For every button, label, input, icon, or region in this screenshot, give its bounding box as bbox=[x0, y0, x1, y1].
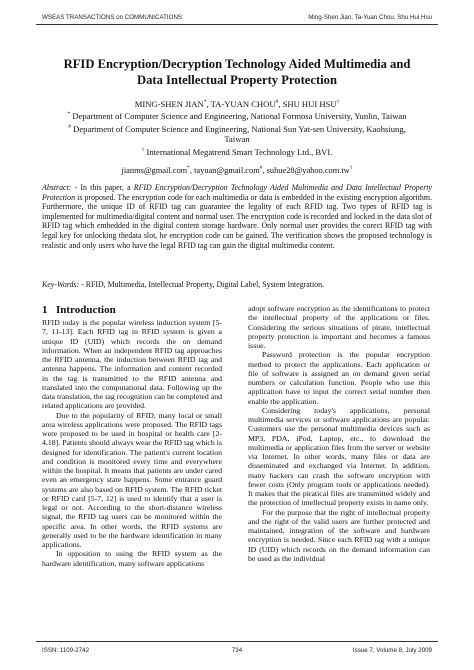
keywords-label: Key-Words: - bbox=[42, 280, 86, 289]
author-3-mark: † bbox=[336, 99, 340, 105]
intro-paragraph-1: RFID today is the popular wireless induction system [5-7, 11-13]. Each RFID tag in RFID system is given a unique ID (UID) which records the on demand information. When an independent RFID tag approaches the RFID antenna, the induction between RFID tag and antenna happens. The information and content recorded in the tag is transmitted to the RFID antenna and translated into the computational data. Following up the data translation, the tag recognition can be completed and related applications are provided. bbox=[42, 318, 222, 411]
abstract bbox=[42, 183, 432, 250]
author-2-mark: # bbox=[275, 99, 279, 105]
right-paragraph-1: adopt software encryption as the identifications to protect the intellectual property of the applications or files. Considering the serious situations of pirate, intellectual property protection is important and becomes a famous issue. bbox=[248, 304, 430, 350]
intro-paragraph-2: Due to the popularity of RFID, many local or small area wireless applications were proposed. The RFID tags were proposed to be used in hospital or health care [2-4,18]. Patients should always wear the RFID tag which is designed for identification. The patient's current location and condition is monitored every time and everywhere within the hospital. It means that patients are under cared even an emergency state happens. Some entrance guard systems are also based on RFID system. The RFID ticket or RFID card [5-7, 12] is used to identify that a user is legal or not. According to the short-distance wireless signal, the RFID tag users can be monitored within the specific area. In other words, the RFID systems are generally used to be the hardware identification in many applications. bbox=[42, 410, 222, 549]
section-number: 1 bbox=[42, 304, 48, 316]
affiliation-1: * Department of Computer Science and Engineering, National Formosa University, Yunlin, Taiwan bbox=[67, 111, 407, 122]
author-block bbox=[40, 97, 434, 157]
section-heading bbox=[42, 304, 222, 317]
running-header bbox=[36, 10, 438, 22]
title-line-2: Data Intellectual Property Protection bbox=[137, 72, 337, 87]
paper-title bbox=[40, 57, 434, 88]
running-footer bbox=[36, 647, 438, 659]
affiliation-2-country: Taiwan bbox=[224, 134, 250, 145]
author-3: SHU HUI HSU bbox=[282, 98, 337, 109]
right-paragraph-2: Password protection is the popular encryption method to protect the applications. Each application or file of software is assigned an on demand given serial numbers or calculation function. People who use this application have to input the correct serial number then enable the application. bbox=[248, 350, 430, 406]
keywords-text: RFID, Multimedia, Intellectual Property, Digital Label, System Integration. bbox=[85, 280, 325, 289]
right-paragraph-3: Considering today's applications, personal multimedia services or software applications are popular. Customers use the personal multimedia devices such as MP3, PDA, iPod, Laptop, etc., to download the multimedia or application files from the server or website via Internet. In other words, many files or data are disseminated and exchanged via Internet. In addition, many hackers can crash the software encryption with fewer costs (Only program tools or applications needed). It makes that the piratical files are transmitted widely and the protection of intellectual property exists in name only. bbox=[248, 405, 430, 508]
author-1-mark: * bbox=[203, 99, 207, 105]
email-2[interactable]: tayuan@gmail.com bbox=[194, 165, 260, 175]
author-1: MING-SHEN JIAN bbox=[134, 98, 204, 109]
affiliation-3: † International Megatrend Smart Technology Ltd., BVI. bbox=[141, 146, 333, 157]
author-2: TA-YUAN CHOU bbox=[210, 98, 276, 109]
abstract-pre: In this paper, a bbox=[80, 183, 134, 192]
left-column bbox=[42, 304, 222, 568]
header-divider bbox=[36, 24, 438, 25]
right-column bbox=[248, 304, 430, 563]
abstract-label: Abstract: - bbox=[42, 183, 81, 192]
header-authors: Ming-Shen Jian, Ta-Yuan Chou, Shu Hui Hsu bbox=[308, 14, 432, 21]
author-names: MING-SHEN JIAN*, TA-YUAN CHOU#, SHU HUI HSU† bbox=[134, 98, 340, 109]
issn: ISSN: 1109-2742 bbox=[42, 647, 90, 654]
right-paragraph-4: For the purpose that the right of intellectual property and the right of the valid users are further protected and maintained, integration of the software and hardware encryption is needed. Since each RFID tag with a unique ID (UID) which records on the demand information can be used as the individual bbox=[248, 507, 430, 563]
intro-paragraph-3: In opposition to using the RFID system as the hardware identification, many software applications bbox=[42, 549, 222, 568]
affiliation-2: # Department of Computer Science and Engineering, National Sun Yat-sen University, Kaohsiung, bbox=[68, 123, 406, 134]
footer-divider bbox=[36, 641, 438, 642]
keywords bbox=[42, 280, 432, 290]
abstract-body: is proposed. The encryption code for each multimedia or data is embedded in the existing encryption algorithm. Furthermore, the unique ID of RFID tag can guarantee the legality of each RFID tag. Two types of RFID tag is implemented for multimedia/digital content and normal user. The encryption code is recorded and locked in the data slot of RFID tag which embedded in the digital content storage hardware. Only normal user provides the corect RFID tag with legal key for unlocking thedata slot, he encryption code can be gained. The verification shows the proposed technology is realistic and only users who have the legal RFID tag can gain the digital multimedia content. bbox=[42, 192, 432, 250]
journal-name: WSEAS TRANSACTIONS on COMMUNICATIONS bbox=[42, 14, 183, 21]
page-number: 734 bbox=[231, 647, 243, 654]
email-1[interactable]: jianms@gmail.com bbox=[121, 165, 188, 175]
issue-info: Issue 7, Volume 8, July 2009 bbox=[352, 647, 432, 654]
title-line-1: RFID Encryption/Decryption Technology Aided Multimedia and bbox=[63, 57, 411, 71]
email-line: jianms@gmail.com*, tayuan@gmail.com#, suhue28@yahoo.com.tw† bbox=[121, 165, 353, 175]
section-title: Introduction bbox=[56, 304, 116, 316]
abstract-italic-title: RFID Encryption/Decryption Technology Aided Multimedia and Data Intellectual Property Protection bbox=[42, 183, 433, 202]
email-3[interactable]: suhue28@yahoo.com.tw bbox=[266, 165, 350, 175]
